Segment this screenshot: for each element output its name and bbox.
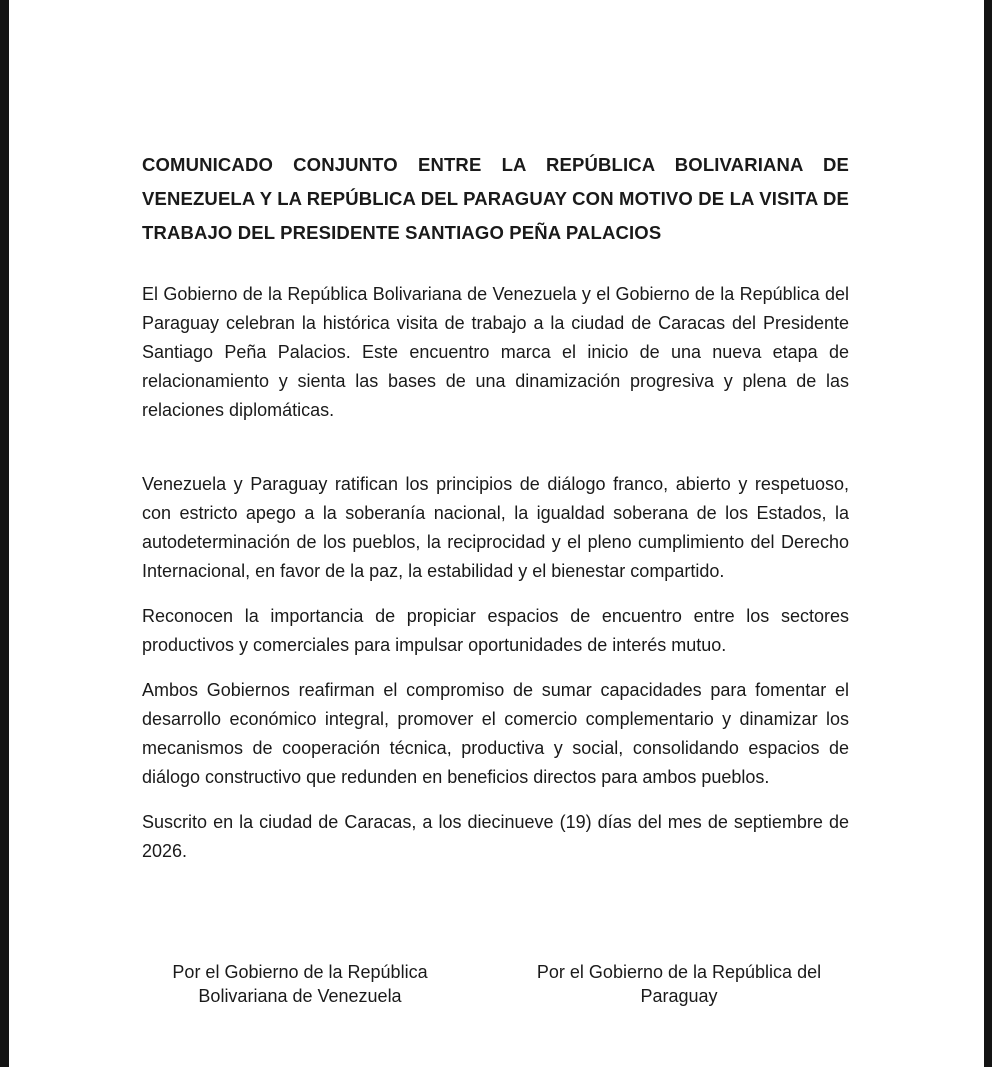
- signature-venezuela-line2: Bolivariana de Venezuela: [198, 986, 402, 1006]
- paragraph-signing-date: Suscrito en la ciudad de Caracas, a los diecinueve (19) días del mes de septiembre de 2026.: [142, 812, 849, 861]
- signature-paraguay-line2: Paraguay: [640, 986, 718, 1006]
- paragraph-productive-sectors: Reconocen la importancia de propiciar espacios de encuentro entre los sectores productivos y comerciales para impulsar oportunidades de interés mutuo.: [142, 606, 849, 655]
- document-page: [9, 0, 984, 1067]
- signature-paraguay-line1: Por el Gobierno de la República del: [536, 962, 822, 982]
- document-body: [142, 148, 849, 882]
- paragraph-intro: El Gobierno de la República Bolivariana de Venezuela y el Gobierno de la República del Paraguay celebran la histórica visita de trabajo a la ciudad de Caracas del Presidente Santiago Peña Palacios. Este encuentro marca el inicio de una nueva etapa de relacionamiento y sienta las bases de una dinamización progresiva y plena de las relaciones diplomáticas.: [142, 284, 849, 420]
- document-title: COMUNICADO CONJUNTO ENTRE LA REPÚBLICA BOLIVARIANA DE VENEZUELA Y LA REPÚBLICA DEL PARAGUAY CON MOTIVO DE LA VISITA DE TRABAJO DEL PRESIDENTE SANTIAGO PEÑA PALACIOS: [142, 154, 849, 243]
- signature-venezuela: [150, 960, 450, 1008]
- signature-paraguay: [512, 960, 846, 1008]
- signature-venezuela-line1: Por el Gobierno de la República: [172, 962, 428, 982]
- signature-block: [9, 960, 984, 1020]
- paragraph-cooperation: Ambos Gobiernos reafirman el compromiso de sumar capacidades para fomentar el desarrollo económico integral, promover el comercio complementario y dinamizar los mecanismos de cooperación técnica, productiva y social, consolidando espacios de diálogo constructivo que redunden en beneficios directos para ambos pueblos.: [142, 680, 849, 787]
- paragraph-principles: Venezuela y Paraguay ratifican los principios de diálogo franco, abierto y respetuoso, con estricto apego a la soberanía nacional, la igualdad soberana de los Estados, la autodeterminación de los pueblos, la reciprocidad y el pleno cumplimiento del Derecho Internacional, en favor de la paz, la estabilidad y el bienestar compartido.: [142, 474, 849, 581]
